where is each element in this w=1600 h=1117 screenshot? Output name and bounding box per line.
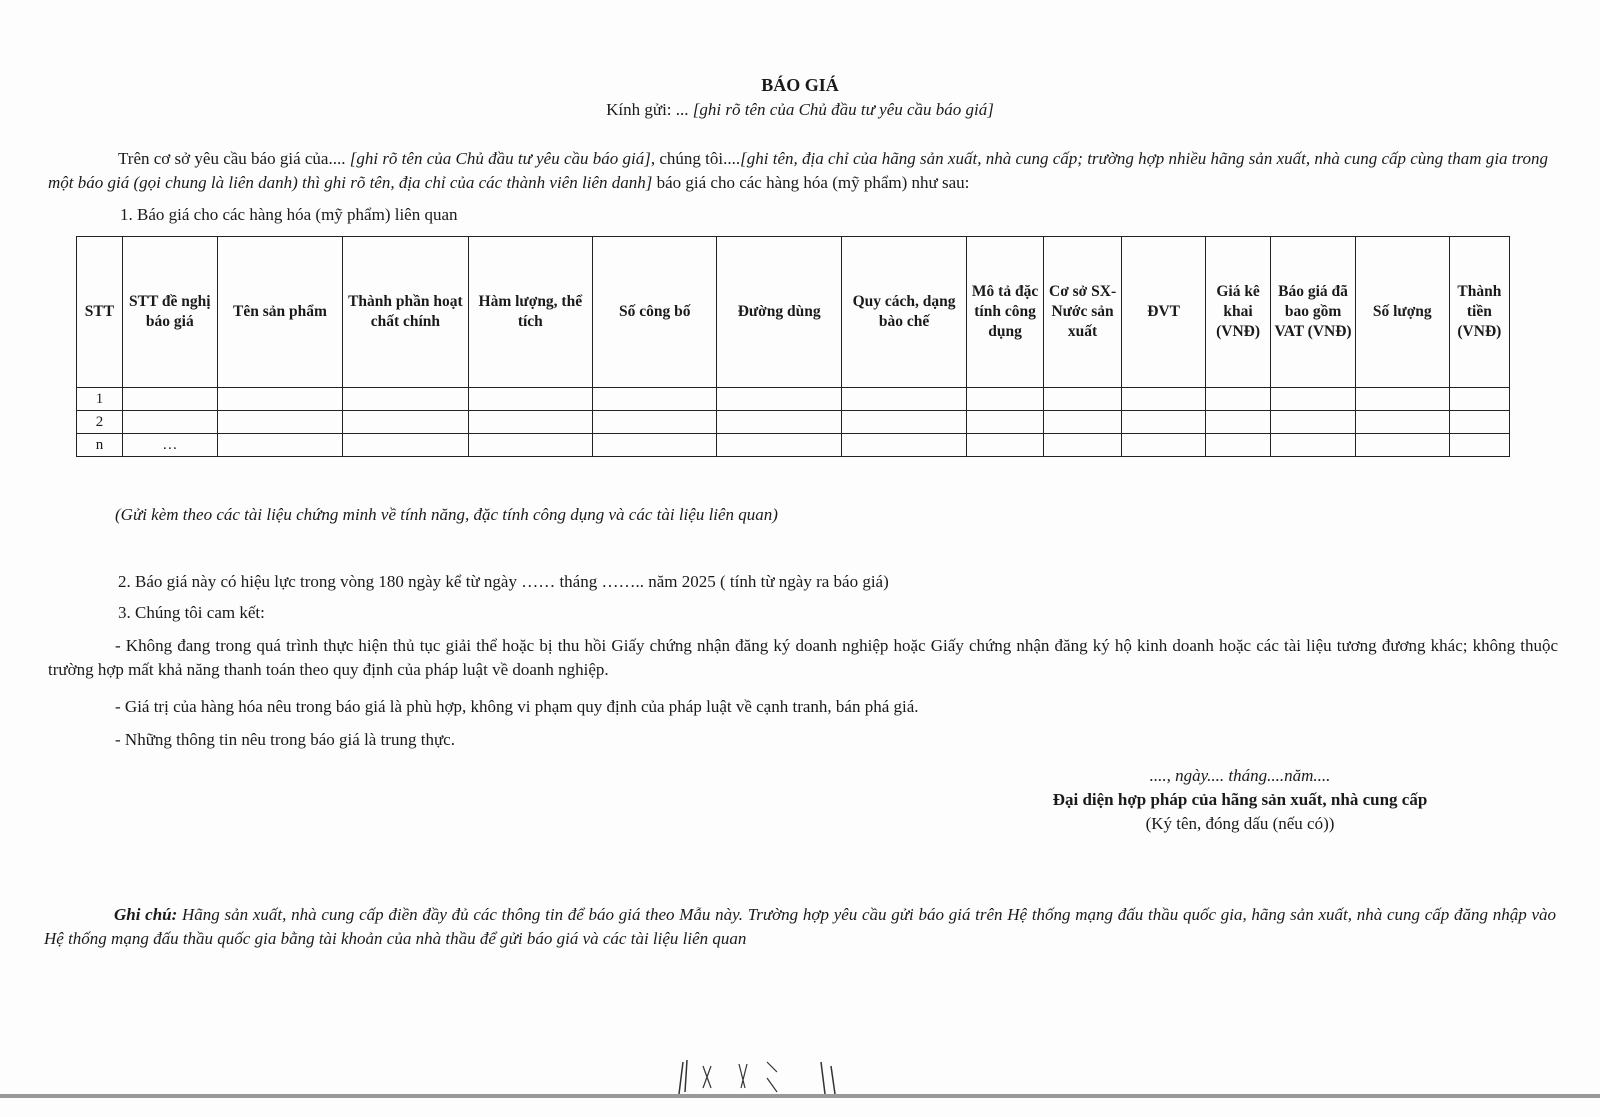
table-cell: [717, 411, 841, 434]
commitment-item: - Không đang trong quá trình thực hiện thủ tục giải thể hoặc bị thu hồi Giấy chứng nhận đăng ký doanh nghiệp hoặc Giấy chứng nhận đăng ký hộ kinh doanh hoặc các tài liệu tương đương khác; không thuộc trường hợp mất khả năng thanh toán theo quy định của pháp luật về doanh nghiệp.: [48, 636, 1558, 679]
table-cell: [1271, 411, 1356, 434]
footnote-text: Hãng sản xuất, nhà cung cấp điền đầy đủ các thông tin để báo giá theo Mẫu này. Trường hợp yêu cầu gửi báo giá trên Hệ thống mạng đấu thầu quốc gia, hãng sản xuất, nhà cung cấp đăng nhập vào Hệ thống mạng đấu thầu quốc gia bằng tài khoản của nhà thầu để gửi báo giá và các tài liệu liên quan: [44, 905, 1556, 948]
intro-placeholder-2: [ghi tên, địa chỉ của hãng sản xuất, nhà cung cấp; trường hợp nhiều hãng sản xuất, nhà cung cấp cùng tham gia trong một báo giá (gọi chung là liên danh) thì ghi rõ tên, địa chỉ của các thành viên liên danh]: [48, 149, 1548, 192]
salutation: [0, 100, 1600, 120]
salutation-placeholder: [ghi rõ tên của Chủ đầu tư yêu cầu báo giá]: [688, 100, 994, 119]
table-cell: [967, 411, 1043, 434]
table-cell: [1355, 434, 1449, 457]
attachment-note: (Gửi kèm theo các tài liệu chứng minh về tính năng, đặc tính công dụng và các tài liệu liên quan): [115, 505, 778, 524]
col-header-gia-ke-khai: Giá kê khai (VNĐ): [1205, 237, 1270, 388]
table-cell: [1449, 434, 1509, 457]
col-header-dvt: ĐVT: [1122, 237, 1206, 388]
table-cell: [1043, 388, 1122, 411]
col-header-quy-cach: Quy cách, dạng bào chế: [841, 237, 966, 388]
intro-paragraph: [48, 147, 1548, 195]
signature-instruction: (Ký tên, đóng dấu (nếu có)): [1145, 814, 1335, 833]
table-cell: [841, 411, 966, 434]
document-title: BÁO GIÁ: [761, 75, 839, 95]
table-cell: [343, 434, 468, 457]
col-header-ten-san-pham: Tên sản phẩm: [217, 237, 342, 388]
col-header-thanh-tien: Thành tiền (VNĐ): [1449, 237, 1509, 388]
commitment-item: - Giá trị của hàng hóa nêu trong báo giá là phù hợp, không vi phạm quy định của pháp luật về cạnh tranh, bán phá giá.: [115, 697, 919, 716]
table-cell: [967, 388, 1043, 411]
intro-placeholder-1: [ghi rõ tên của Chủ đầu tư yêu cầu báo giá]: [349, 149, 651, 168]
table-cell: [468, 388, 592, 411]
table-cell: [1205, 411, 1270, 434]
footnote: [44, 903, 1556, 951]
commitment-item: - Những thông tin nêu trong báo giá là trung thực.: [115, 730, 455, 749]
table-cell: [717, 388, 841, 411]
table-header-row: [77, 237, 1510, 388]
col-header-so-luong: Số lượng: [1355, 237, 1449, 388]
signature-representative: Đại diện hợp pháp của hãng sản xuất, nhà cung cấp: [1052, 790, 1428, 809]
table-cell: [1122, 411, 1206, 434]
salutation-prefix: Kính gửi: ...: [606, 100, 689, 119]
table-cell: [1205, 388, 1270, 411]
table-cell: [1205, 434, 1270, 457]
intro-text-1: Trên cơ sở yêu cầu báo giá của....: [118, 149, 350, 168]
table-cell: [593, 434, 717, 457]
section-1-heading: 1. Báo giá cho các hàng hóa (mỹ phẩm) liên quan: [120, 205, 458, 224]
table-cell: [841, 388, 966, 411]
table-cell: [468, 434, 592, 457]
table-cell: [841, 434, 966, 457]
table-cell: [593, 411, 717, 434]
table-cell: [717, 434, 841, 457]
col-header-ham-luong: Hàm lượng, thể tích: [468, 237, 592, 388]
table-cell: [217, 388, 342, 411]
table-cell: [217, 434, 342, 457]
table-cell: [593, 388, 717, 411]
table-cell: [1271, 388, 1356, 411]
signature-block: [960, 764, 1520, 836]
col-header-stt: STT: [77, 237, 123, 388]
scan-edge: [0, 1094, 1600, 1098]
table-cell: [1355, 388, 1449, 411]
table-cell: [1271, 434, 1356, 457]
table-row: [77, 411, 1510, 434]
col-header-duong-dung: Đường dùng: [717, 237, 841, 388]
table-cell: [1449, 388, 1509, 411]
table-cell: [343, 411, 468, 434]
col-header-bao-gia-vat: Báo giá đã bao gồm VAT (VNĐ): [1271, 237, 1356, 388]
table-cell: [468, 411, 592, 434]
table-row: [77, 388, 1510, 411]
stamp-fragment-mark: [675, 1058, 875, 1098]
col-header-mo-ta: Mô tả đặc tính công dụng: [967, 237, 1043, 388]
col-header-thanh-phan: Thành phần hoạt chất chính: [343, 237, 468, 388]
table-cell: [1122, 434, 1206, 457]
table-row: [77, 434, 1510, 457]
price-quote-table: [76, 236, 1510, 457]
col-header-co-so-sx: Cơ sở SX-Nước sản xuất: [1043, 237, 1122, 388]
table-cell: [967, 434, 1043, 457]
table-cell: [217, 411, 342, 434]
intro-text-2: , chúng tôi....: [650, 149, 741, 168]
row-stt-de-nghi: …: [122, 434, 217, 457]
col-header-stt-de-nghi: STT đề nghị báo giá: [122, 237, 217, 388]
intro-text-3: báo giá cho các hàng hóa (mỹ phẩm) như sau:: [652, 173, 970, 192]
table-cell: [1043, 434, 1122, 457]
row-stt-de-nghi: [122, 411, 217, 434]
validity-clause: 2. Báo giá này có hiệu lực trong vòng 180 ngày kể từ ngày …… tháng …….. năm 2025 ( tính từ ngày ra báo giá): [118, 572, 889, 591]
table-cell: [343, 388, 468, 411]
table-cell: [1449, 411, 1509, 434]
commitment-heading: 3. Chúng tôi cam kết:: [118, 603, 265, 622]
table-cell: [1355, 411, 1449, 434]
table-cell: [1122, 388, 1206, 411]
footnote-label: Ghi chú:: [114, 905, 178, 924]
col-header-so-cong-bo: Số công bố: [593, 237, 717, 388]
row-stt-de-nghi: [122, 388, 217, 411]
table-cell: [1043, 411, 1122, 434]
row-stt: 2: [77, 411, 123, 434]
row-stt: 1: [77, 388, 123, 411]
signature-date-line: ...., ngày.... tháng....năm....: [1149, 766, 1331, 785]
row-stt: n: [77, 434, 123, 457]
